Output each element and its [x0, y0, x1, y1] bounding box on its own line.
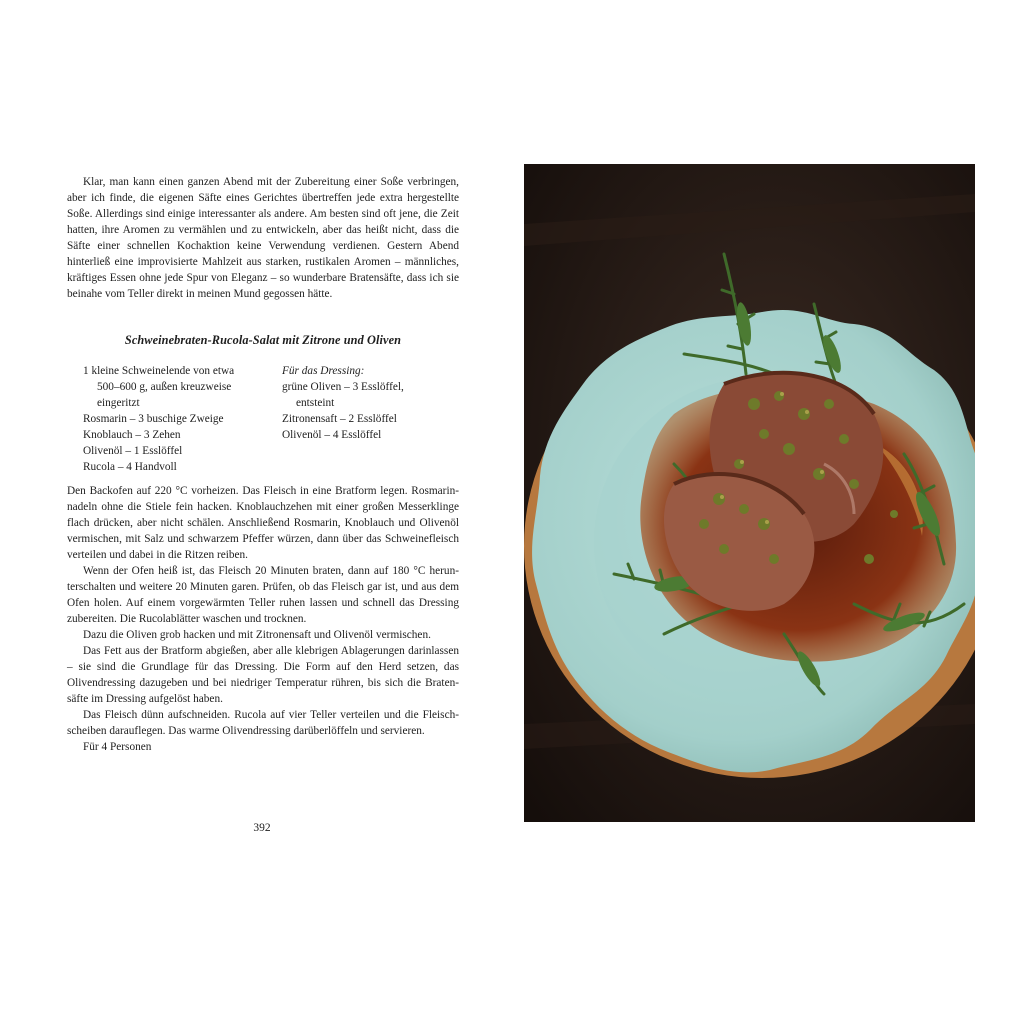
ingredients-list	[67, 363, 459, 475]
text-column	[67, 174, 459, 755]
ingredient-line: Olivenöl – 1 Esslöffel	[83, 445, 183, 457]
ingredient-line: Zitronensaft – 2 Esslöffel	[282, 413, 397, 425]
ingredient-line: Rucola – 4 Handvoll	[83, 461, 177, 473]
ingredients-dressing	[282, 363, 462, 443]
recipe-title: Schweinebraten-Rucola-Salat mit Zitrone und Oliven	[124, 333, 402, 347]
method-paragraph: Den Backofen auf 220 °C vorheizen. Das Fleisch in eine Bratform legen. Rosmarinnadeln ohne die Stiele fein hacken. Knoblauchzehen mit einer großen Messerklinge flach drücken, aber nicht schälen. Anschließend Rosmarin, Knoblauch und Olivenöl vermischen, mit Salz und schwarzem Pfeffer würzen, dann über das Schweinefleisch verteilen und dabei in die Ritzen reiben.	[67, 485, 459, 561]
intro-paragraph: Klar, man kann einen ganzen Abend mit der Zubereitung einer Soße verbringen, aber ich finde, die eigenen Säfte eines Gerichtes übertreffen jede extra hergestellte Soße. Allerdings sind einige interessanter als andere. Am besten sind oft jene, die Zeit hatten, ihre Aromen zu vermählen und zu entwickeln, aber das heißt nicht, dass die Säfte einer schnellen Kochaktion keine Verwendung verdienen. Gestern Abend hinterließ eine improvisierte Mahlzeit aus starken, rustikalen Aromen – männliches, kräftiges Essen ohne jede Spur von Eleganz – so wunderbare Bratensäfte, dass ich sie beinahe vom Teller direkt in meinen Mund gegossen hätte.	[67, 176, 459, 300]
ingredient-line: 500–600 g, außen kreuzweise	[97, 381, 232, 393]
ingredients-main	[83, 363, 263, 475]
ingredient-line: entsteint	[296, 397, 335, 409]
ingredient-line: 1 kleine Schweinelende von etwa	[83, 365, 235, 377]
ingredient-line: grüne Oliven – 3 Esslöffel,	[282, 381, 404, 393]
dish-illustration	[524, 164, 975, 822]
ingredient-line: Knoblauch – 3 Zehen	[83, 429, 181, 441]
method-paragraph: Dazu die Oliven grob hacken und mit Zitronensaft und Olivenöl vermischen.	[83, 629, 431, 641]
method-text	[67, 483, 459, 755]
method-paragraph: Das Fleisch dünn aufschneiden. Rucola auf vier Teller verteilen und die Fleischscheiben darauflegen. Das warme Olivendressing darüberlöffeln und servieren.	[67, 709, 459, 737]
intro-text	[67, 174, 459, 302]
dressing-heading: Für das Dressing:	[282, 365, 365, 377]
ingredient-line: Olivenöl – 4 Esslöffel	[282, 429, 382, 441]
method-paragraph: Das Fett aus der Bratform abgießen, aber alle klebrigen Ablagerungen darinlassen – sie sind die Grundlage für das Dressing. Die Form auf den Herd setzen, das Olivendressing dazugeben und bei niedriger Temperatur rühren, bis sich die Bratensäfte im Dressing aufgelöst haben.	[67, 645, 459, 705]
ingredient-line: Rosmarin – 3 buschige Zweige	[83, 413, 224, 425]
dish-photo	[524, 164, 975, 822]
page-number: 392	[253, 822, 271, 834]
serves-note: Für 4 Personen	[83, 741, 152, 753]
method-paragraph: Wenn der Ofen heiß ist, das Fleisch 20 Minuten braten, dann auf 180 °C herunterschalten und weitere 20 Minuten garen. Prüfen, ob das Fleisch gar ist, und aus dem Ofen holen. Auf einem vorgewärmten Teller ruhen lassen und schnell das Dressing zubereiten. Die Rucolablätter waschen und trocknen.	[67, 565, 459, 625]
ingredient-line: eingeritzt	[97, 397, 140, 409]
